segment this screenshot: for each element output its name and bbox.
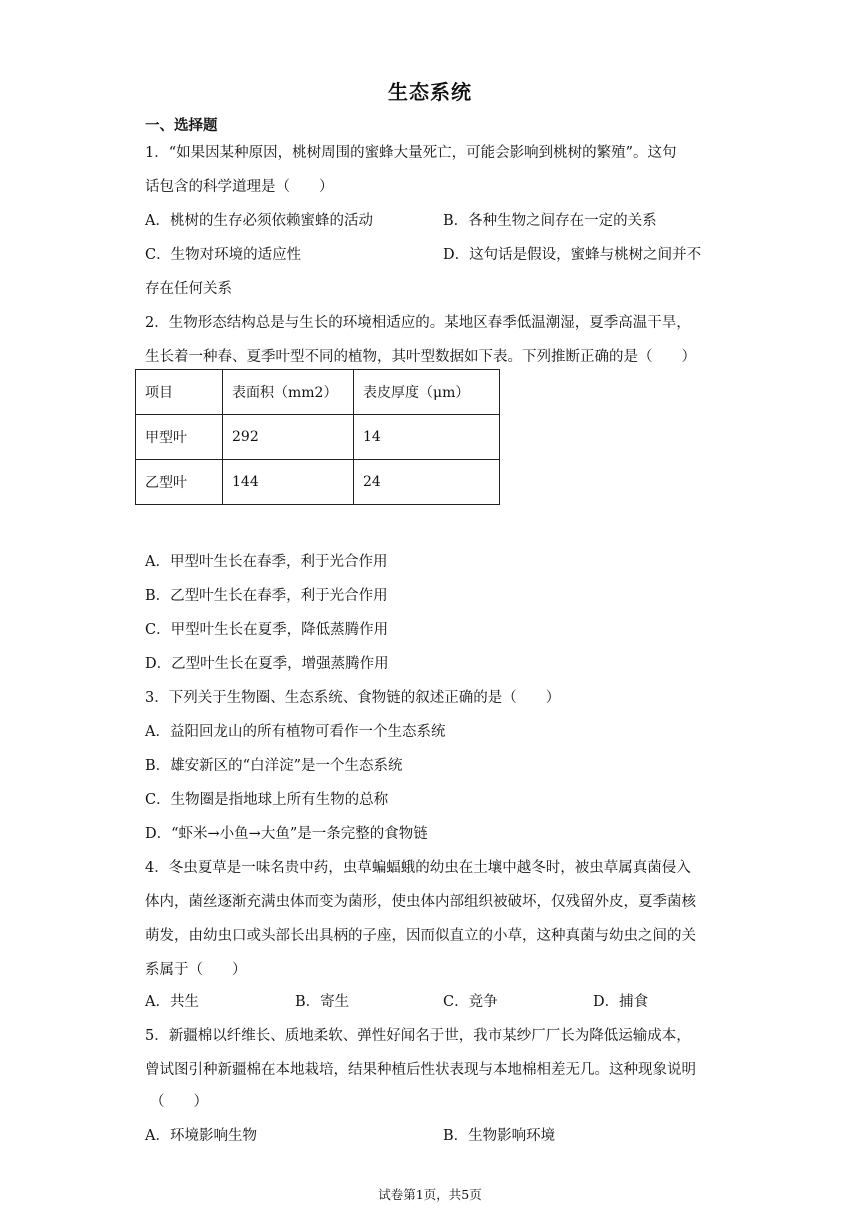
question-2-stem-line-1: 2．生物形态结构总是与生长的环境相适应的。某地区春季低温潮湿，夏季高温干旱， (145, 315, 691, 331)
question-5-stem-line-3: （ ） (150, 1094, 208, 1110)
question-4-stem-line-3: 萌发，由幼虫口或头部长出具柄的子座，因而似直立的小草，这种真菌与幼虫之间的关 (145, 928, 696, 944)
table-header-row (136, 370, 500, 415)
question-2-option-b: B．乙型叶生长在春季，利于光合作用 (145, 588, 388, 604)
table-row (136, 415, 500, 460)
question-4-option-d: D．捕食 (593, 994, 649, 1010)
question-3-option-c: C．生物圈是指地球上所有生物的总称 (145, 792, 389, 808)
table-cell: 144 (223, 460, 354, 505)
question-4-option-a: A．共生 (145, 994, 199, 1010)
table-header-cell: 表皮厚度（μm） (354, 370, 500, 415)
table-header-cell: 项目 (136, 370, 223, 415)
question-3-option-b: B．雄安新区的“白洋淀”是一个生态系统 (145, 758, 403, 774)
question-4-stem-line-1: 4．冬虫夏草是一味名贵中药，虫草蝙蝠蛾的幼虫在土壤中越冬时，被虫草属真菌侵入 (145, 860, 691, 876)
question-2-option-d: D．乙型叶生长在夏季，增强蒸腾作用 (145, 656, 389, 672)
table-cell: 甲型叶 (136, 415, 223, 460)
question-1-option-c: C．生物对环境的适应性 (145, 247, 302, 263)
question-3-stem: 3．下列关于生物圈、生态系统、食物链的叙述正确的是（ ） (145, 690, 561, 706)
table-cell: 24 (354, 460, 500, 505)
question-2-stem-line-2: 生长着一种春、夏季叶型不同的植物，其叶型数据如下表。下列推断正确的是（ ） (145, 349, 696, 365)
question-4-stem-line-4: 系属于（ ） (145, 962, 247, 978)
question-4-option-c: C．竞争 (443, 994, 498, 1010)
question-5-option-a: A．环境影响生物 (145, 1128, 257, 1144)
table-header-cell: 表面积（mm2） (223, 370, 354, 415)
table-cell: 14 (354, 415, 500, 460)
question-1-option-d: D．这句话是假设，蜜蜂与桃树之间并不 (443, 247, 702, 263)
page-footer: 试卷第1页，共5页 (378, 1187, 482, 1202)
section-heading: 一、选择题 (145, 117, 218, 134)
question-1-option-d-continued: 存在任何关系 (145, 281, 232, 297)
table-cell: 乙型叶 (136, 460, 223, 505)
question-3-option-d: D．“虾米→小鱼→大鱼”是一条完整的食物链 (145, 826, 428, 842)
table-row (136, 460, 500, 505)
question-1-option-b: B．各种生物之间存在一定的关系 (443, 213, 657, 229)
question-2-option-a: A．甲型叶生长在春季，利于光合作用 (145, 554, 388, 570)
question-5-stem-line-1: 5．新疆棉以纤维长、质地柔软、弹性好闻名于世，我市某纱厂厂长为降低运输成本， (145, 1028, 691, 1044)
question-3-option-a: A．益阳回龙山的所有植物可看作一个生态系统 (145, 724, 446, 740)
question-1-stem-line-2: 话包含的科学道理是（ ） (145, 179, 334, 195)
question-1-stem-line-1: 1．“如果因某种原因，桃树周围的蜜蜂大量死亡，可能会影响到桃树的繁殖”。这句 (145, 145, 677, 161)
question-4-stem-line-2: 体内，菌丝逐渐充满虫体而变为菌形，使虫体内部组织被破坏，仅残留外皮，夏季菌核 (145, 894, 696, 910)
question-5-option-b: B．生物影响环境 (443, 1128, 556, 1144)
question-1-option-a: A．桃树的生存必须依赖蜜蜂的活动 (145, 213, 373, 229)
leaf-data-table (135, 369, 500, 505)
question-4-option-b: B．寄生 (295, 994, 350, 1010)
table-cell: 292 (223, 415, 354, 460)
question-5-stem-line-2: 曾试图引种新疆棉在本地栽培，结果种植后性状表现与本地棉相差无几。这种现象说明 (145, 1062, 696, 1078)
page-title: 生态系统 (388, 80, 472, 104)
question-2-option-c: C．甲型叶生长在夏季，降低蒸腾作用 (145, 622, 389, 638)
